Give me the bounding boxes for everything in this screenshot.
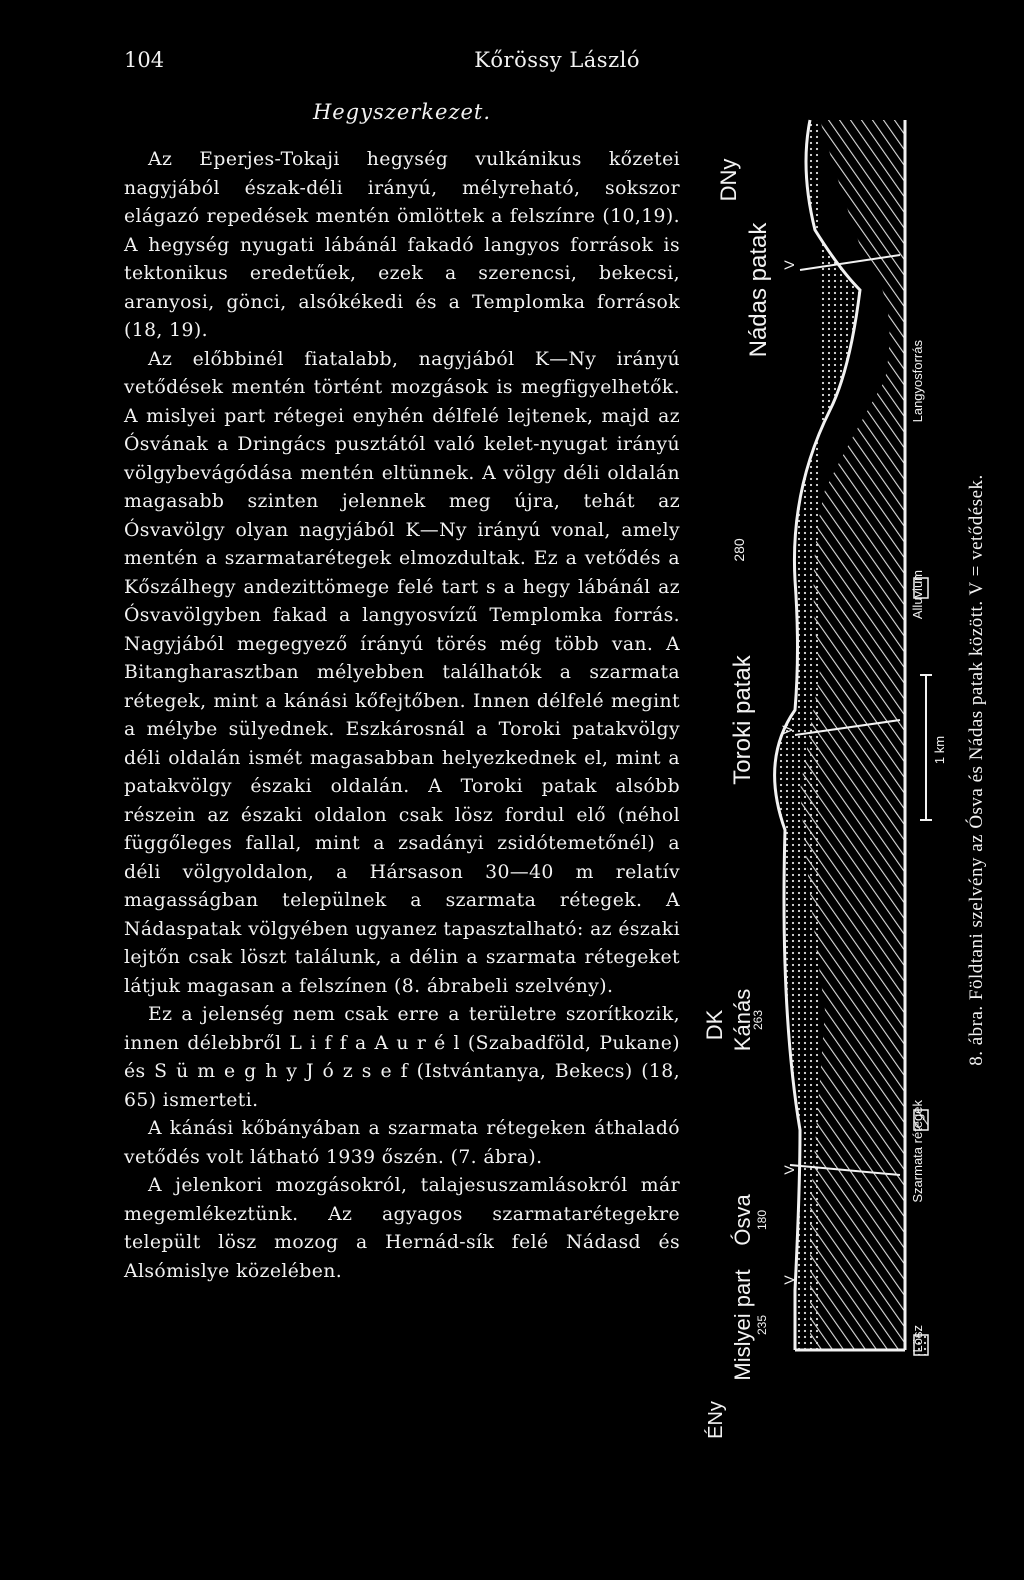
place-label: Toroki patak xyxy=(729,655,756,785)
place-label: Mislyei part xyxy=(730,1269,755,1381)
place-label: Kánás xyxy=(730,988,755,1052)
page-header xyxy=(124,48,680,78)
legend-label-warm-spring: Langyosforrás xyxy=(910,340,925,423)
running-author: Kőrössy László xyxy=(474,48,640,72)
fault-mark: V xyxy=(781,1275,797,1285)
paragraph: A kánási kőbányában a szarmata rétegeken áthaladó vetődés volt látható 1939 őszén. (7. ábra). xyxy=(124,1118,680,1168)
elevation-label: 180 xyxy=(755,1209,769,1231)
place-label: Ósva xyxy=(730,1194,755,1246)
orientation-label: DK xyxy=(702,1009,727,1041)
paragraph: Az Eperjes-Tokaji hegység vulkánikus kőzetei nagyjából észak-déli irányú, mélyreható, sokszor elágazó repedések mentén ömlöttek a felszínre (10,19). A hegység nyugati lábánál fakadó langyos források is tektonikus eredetűek, ezek a szerencsi, bekecsi, aranyosi, gönci, alsókékedi és a Templomka források (18, 19). xyxy=(124,149,680,341)
elevation-label: 235 xyxy=(755,1314,769,1336)
place-label: Nádas patak xyxy=(745,222,772,358)
paragraph: Ez a jelenség nem csak erre a területre szorítkozik, innen délebbről L i f f a A u r é l (Szabadföld, Pukane) és S ü m e g h y J ó z s e f (Istvántanya, Bekecs) (18, 65) ismerteti. xyxy=(124,1004,680,1111)
section-title: Hegyszerkezet. xyxy=(312,100,492,124)
orientation-label: DNy xyxy=(716,158,741,202)
page-number: 104 xyxy=(124,48,165,72)
fault-mark: V xyxy=(781,1165,797,1175)
section-drawing xyxy=(700,110,1000,1490)
elevation-label: 280 xyxy=(731,538,747,562)
fault-mark: V xyxy=(781,260,797,270)
fault-mark: V xyxy=(779,725,795,735)
figure-caption: 8. ábra. Földtani szelvény az Ósva és Nádas patak között. V = vetődések. xyxy=(966,474,987,1066)
geological-section-figure xyxy=(700,110,1000,1490)
paragraph: Az előbbinél fiatalabb, nagyjából K—Ny irányú vetődések mentén történt mozgások is megfigyelhetők. A mislyei part rétegei enyhén délfelé lejtenek, majd az Ósvának a Dringács pusztától való kelet-nyugat irányú völgybevágódása mentén eltünnek. A völgy déli oldalán magasabb szinten jelennek meg újra, tehát az Ósvavölgy olyan nagyjából K—Ny irányú vonal, amely mentén a szarmatarétegek elmozdultak. Ez a vetődés a Kőszálhegy andezittömege felé tart s a hegy lábánál az Ósvavölgyben fakad a langyosvízű Templomka forrás. Nagyjából megegyező írányú törés még több van. A Bitangharasztban mélyebben találhatók a szarmata rétegek, mint a kánási kőfejtőben. Innen délfelé megint a mélybe sülyednek. Eszkárosnál a Toroki patakvölgy déli oldalán ismét magasabban helyezkednek el, mint a patakvölgy északi oldalán. A Toroki patak alsóbb részein az északi oldalon csak lösz fordul elő (néhol függőleges fallal, mint a zsadányi zsidótemetőnél) a déli völgyoldalon, a Hársason 30—40 m relatív magasságban települnek a szarmata rétegek. A Nádaspatak völgyében ugyanez tapasztalható: az északi lejtőn csak löszt találunk, a délin a szarmata rétegeket látjuk magasan a felszínen (8. ábrabeli szelvény). xyxy=(124,348,680,997)
legend-label-sarmatian: Szarmata rétegek xyxy=(910,1100,925,1203)
elevation-label: 263 xyxy=(751,1009,765,1031)
orientation-label: ÉNy xyxy=(705,1401,727,1439)
scale-label: 1 km xyxy=(932,735,947,765)
paragraph: A jelenkori mozgásokról, talajesuszamlásokról már megemlékeztünk. Az agyagos szarmatarétegekre települt lösz mozog a Hernád-sík felé Nádasd és Alsómislye közelében. xyxy=(124,1175,680,1282)
legend-label-alluvium: Alluvium xyxy=(910,570,925,620)
body-text xyxy=(124,146,680,1286)
legend-label-loess: Lösz xyxy=(910,1325,925,1353)
